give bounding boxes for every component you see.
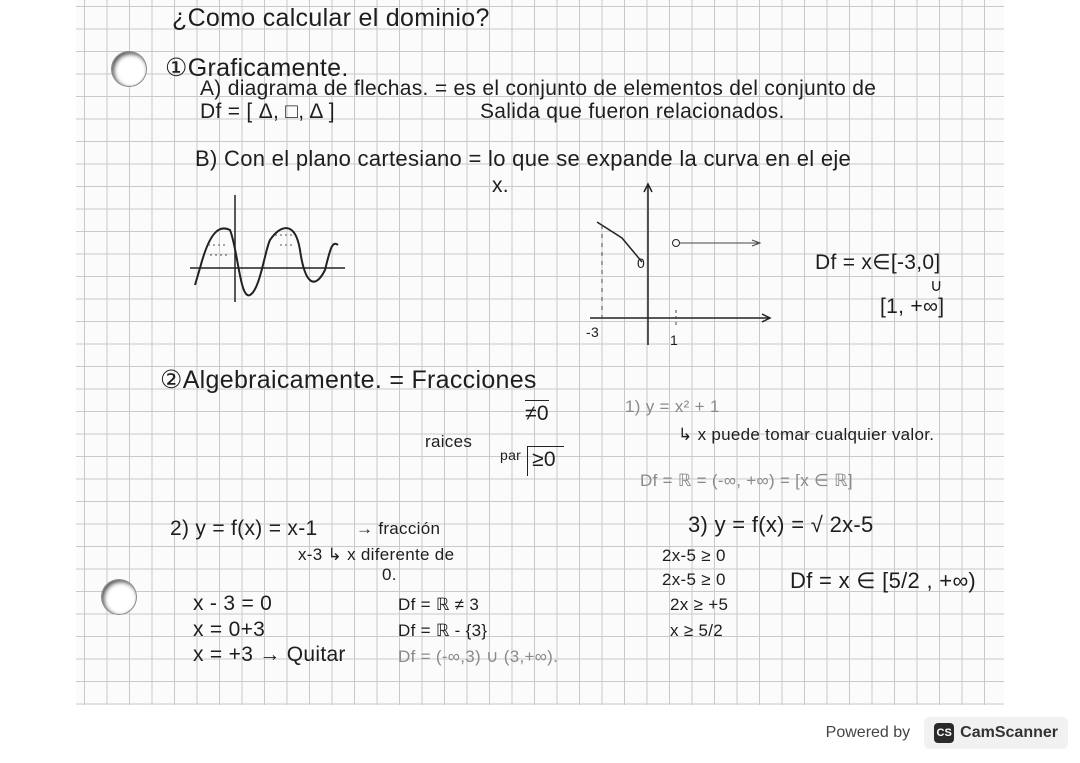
example3-domain: Df = x ∈ [5/2 , +∞) — [790, 568, 977, 593]
cartesian-definition-cont: x. — [492, 174, 509, 197]
section1-heading: ①Graficamente. — [165, 54, 349, 82]
camscanner-watermark — [826, 717, 1068, 749]
example2-domain: Df = (-∞,3) ∪ (3,+∞). — [398, 647, 559, 666]
powered-by-label: Powered by — [825, 724, 911, 741]
graph-label-0: 0 — [637, 255, 646, 271]
example2-step: x = 0+3 — [193, 618, 266, 641]
wave-graph-sketch — [180, 190, 350, 310]
graph-domain-line2: [1, +∞] — [880, 295, 945, 318]
example1-function: 1) y = x² + 1 — [625, 397, 720, 416]
example3-step: x ≥ 5/2 — [670, 621, 724, 640]
arrow-diagram-definition-cont: Salida que fueron relacionados. — [480, 100, 785, 123]
section2-heading: ②Algebraicamente. = Fracciones — [160, 366, 537, 394]
fraction-rule: ≠0 — [525, 402, 549, 425]
example2-domain: Df = ℝ ≠ 3 — [398, 595, 480, 614]
camscanner-brand: CamScanner — [960, 724, 1058, 741]
example3-step: 2x-5 ≥ 0 — [662, 546, 726, 565]
example3-step: 2x-5 ≥ 0 — [662, 570, 726, 589]
example2-domain: Df = ℝ - {3} — [398, 621, 488, 640]
graph-domain-union: ∪ — [930, 276, 943, 295]
example2-step: x = +3 → Quitar — [193, 643, 346, 666]
arrow-diagram-definition: A) diagrama de flechas. = es el conjunto de elementos del conjunto de — [200, 77, 877, 100]
example3-step: 2x ≥ +5 — [670, 595, 729, 614]
punch-hole — [112, 52, 146, 86]
piecewise-graph-sketch — [580, 180, 780, 350]
example3-function: 3) y = f(x) = √ 2x-5 — [688, 512, 874, 537]
example2-denominator-note: x-3 ↳ x diferente de — [298, 545, 455, 564]
example1-domain: Df = ℝ = (-∞, +∞) = [x ∈ ℝ] — [640, 471, 853, 490]
example2-step: x - 3 = 0 — [193, 592, 273, 615]
graph-label-neg-3: -3 — [586, 324, 600, 340]
example2-fraction-note: → fracción — [356, 519, 441, 538]
graph-domain-line1: Df = x∈[-3,0] — [815, 251, 941, 274]
roots-label: raices — [425, 432, 473, 451]
punch-hole — [102, 580, 136, 614]
camscanner-badge — [924, 717, 1068, 749]
example1-note: ↳ x puede tomar cualquier valor. — [678, 425, 935, 444]
example2-function: 2) y = f(x) = x-1 — [170, 517, 318, 540]
roots-rule: ≥0 — [527, 446, 564, 476]
arrow-diagram-domain: Df = [ Δ, □, Δ ] — [200, 100, 335, 123]
cartesian-definition: B) Con el plano cartesiano = lo que se expande la curva en el eje — [195, 146, 852, 171]
roots-index: par — [500, 447, 522, 463]
camscanner-logo-icon: CS — [934, 723, 954, 743]
example2-denominator-note-cont: 0. — [382, 565, 397, 584]
page-title: ¿Como calcular el dominio? — [172, 4, 490, 32]
graph-label-1: 1 — [670, 332, 679, 348]
